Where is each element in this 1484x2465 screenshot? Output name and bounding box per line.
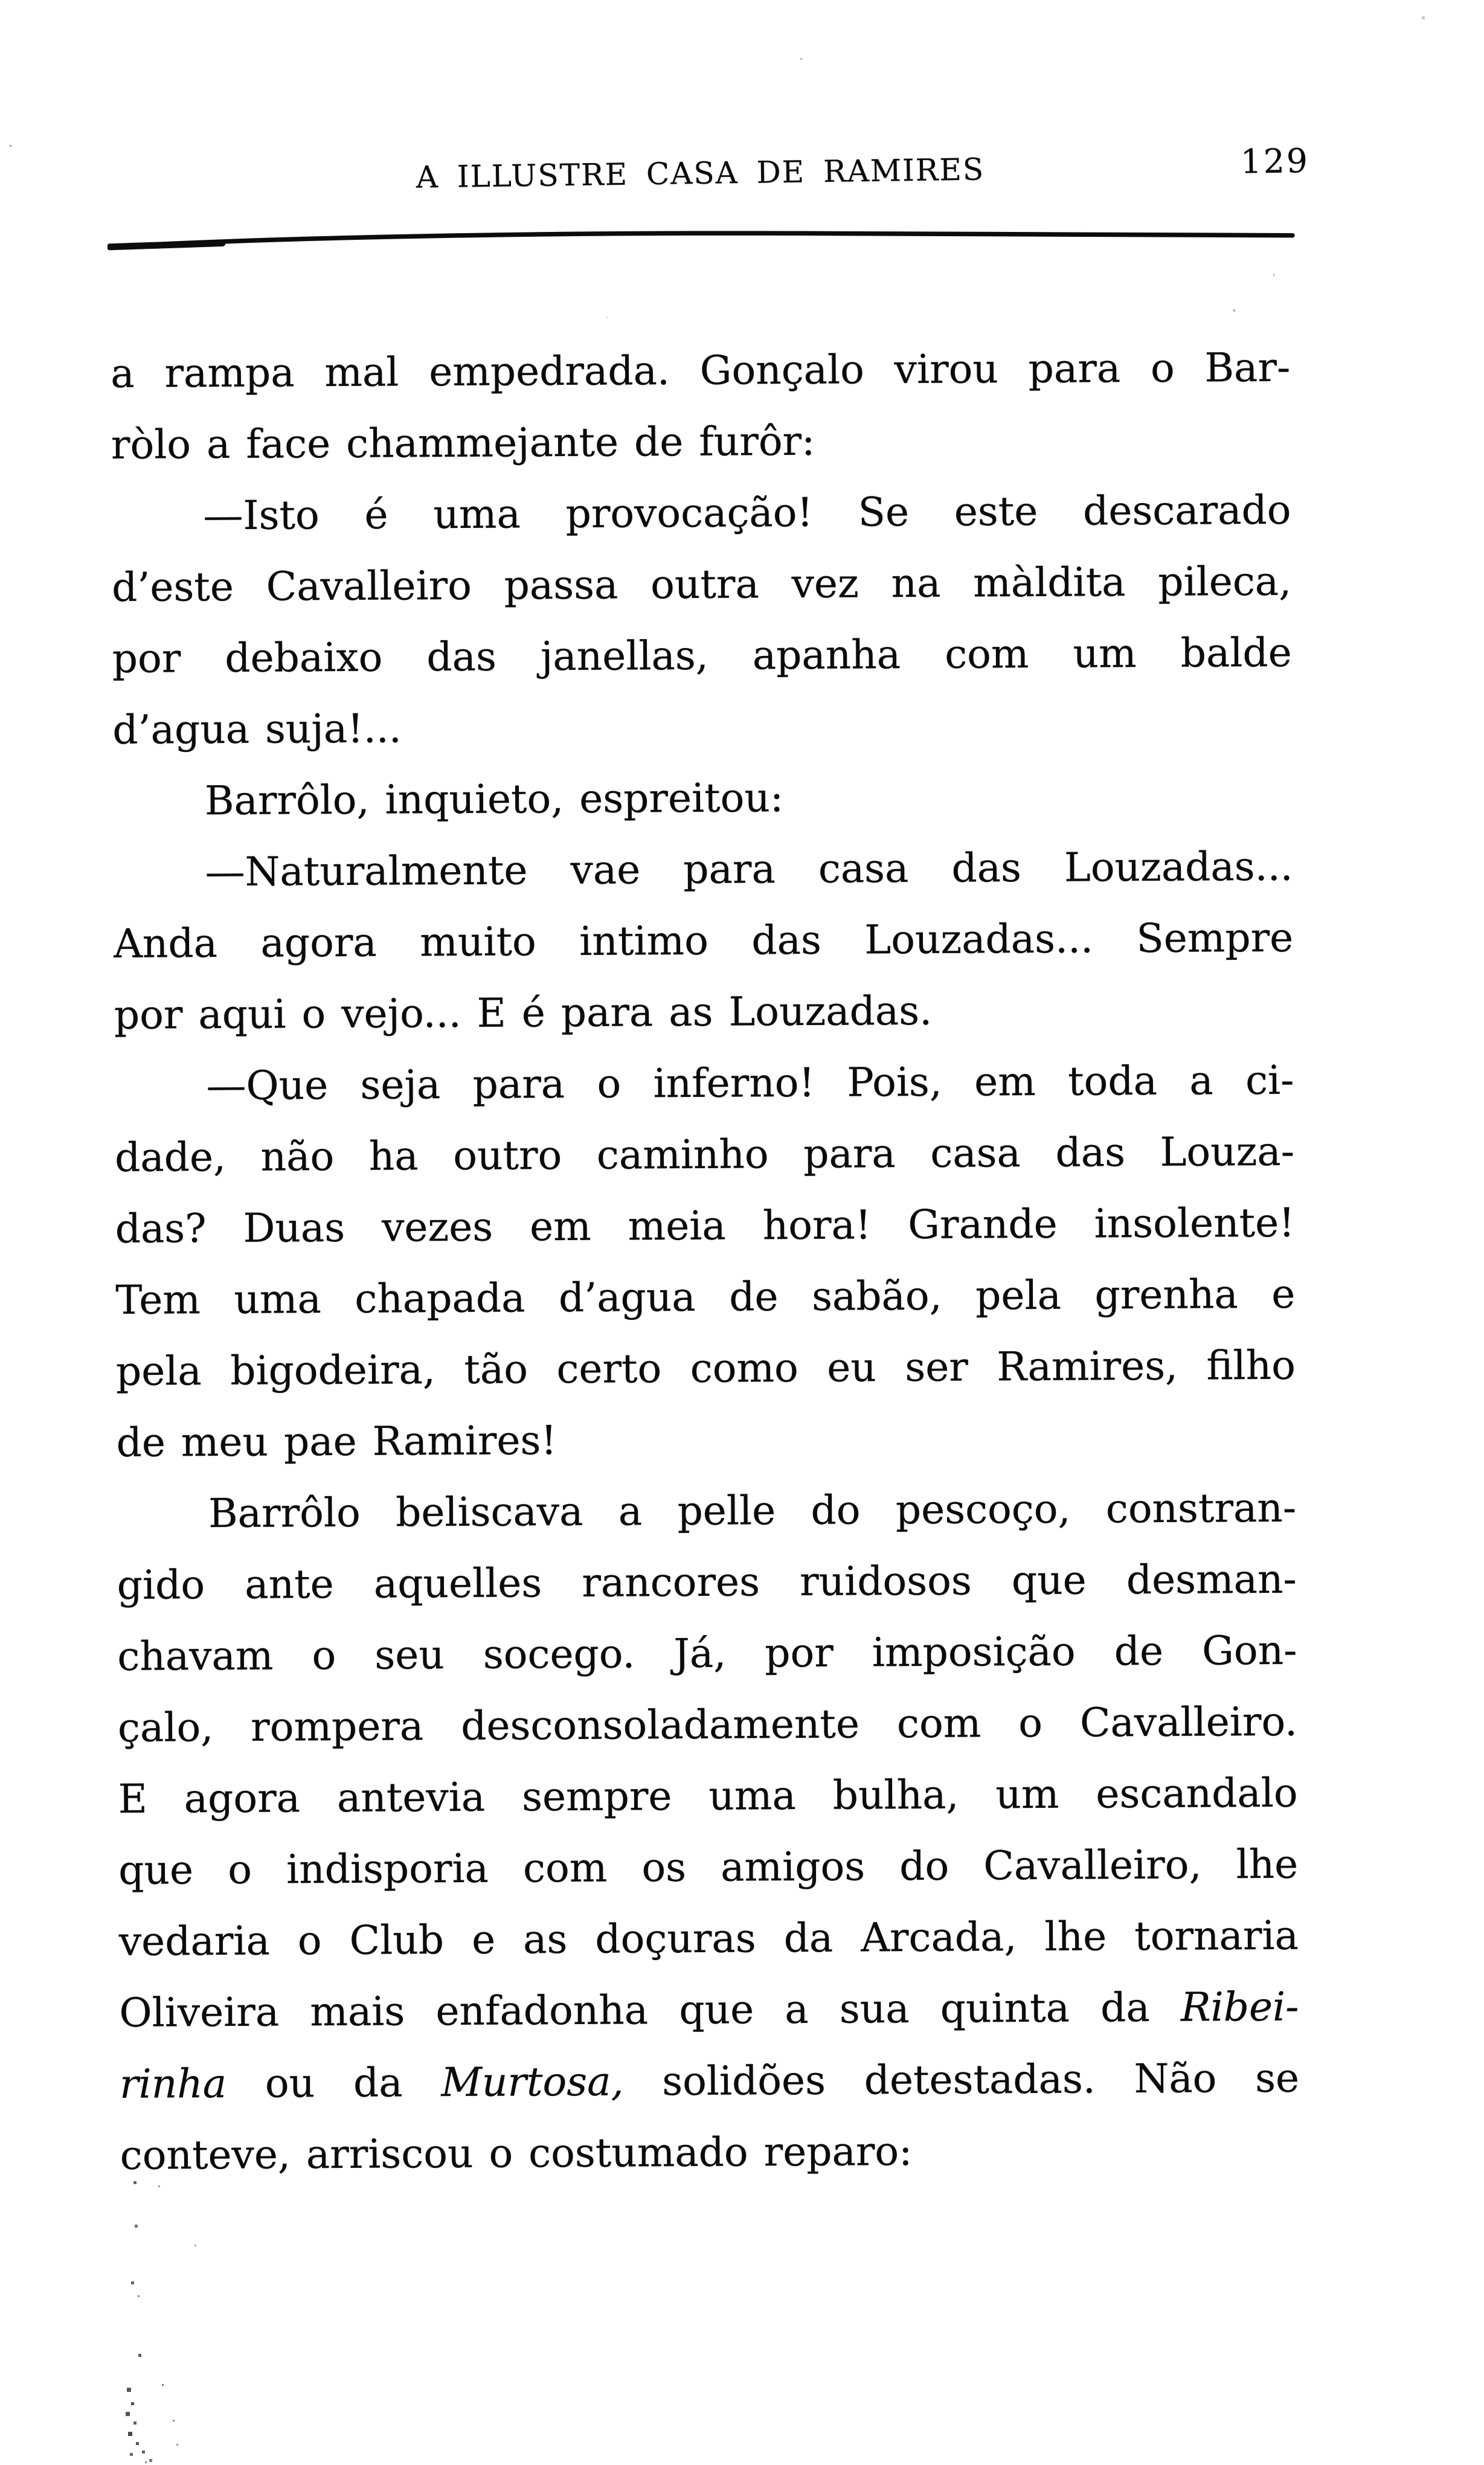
text-segment: —Naturalmente vae para casa das Louzadas... xyxy=(205,843,1293,896)
text-line xyxy=(116,1401,1296,1479)
text-segment: —Isto é uma provocação! Se este descarado xyxy=(203,486,1291,539)
italic-text-segment: Murtosa, xyxy=(441,2058,624,2106)
scan-speck xyxy=(606,317,608,318)
text-line xyxy=(111,475,1291,552)
scan-speck xyxy=(1233,309,1235,312)
text-segment: Barrôlo, inquieto, espreitou: xyxy=(204,774,784,824)
text-line xyxy=(118,1758,1298,1835)
text-line xyxy=(112,617,1292,695)
text-segment: Barrôlo beliscava a pelle do pescoço, constran- xyxy=(208,1484,1297,1537)
text-segment: de meu pae Ramires! xyxy=(116,1417,557,1466)
text-segment: E agora antevia sempre uma bulha, um escandalo xyxy=(118,1769,1298,1822)
text-line xyxy=(113,831,1293,908)
text-line xyxy=(117,1473,1297,1550)
text-segment: Tem uma chapada d’agua de sabão, pela grenha e xyxy=(115,1270,1296,1323)
text-segment: que o indisporia com os amigos do Cavalleiro, lhe xyxy=(118,1840,1299,1894)
text-line xyxy=(120,2043,1300,2120)
header-rule xyxy=(108,227,1296,255)
text-segment: das? Duas vezes em meia hora! Grande insolente! xyxy=(115,1199,1295,1252)
text-line xyxy=(114,974,1294,1051)
text-line xyxy=(112,689,1293,766)
text-segment: solidões detestadas. Não se xyxy=(623,2054,1300,2105)
text-line xyxy=(111,332,1291,410)
text-segment: gido ante aquelles rancores ruidosos que desman- xyxy=(117,1555,1297,1609)
page-text xyxy=(111,332,1300,2191)
text-segment: d’agua suja!... xyxy=(112,705,402,753)
page-number: 129 xyxy=(1240,141,1310,181)
running-header-title: A ILLUSTRE CASA DE RAMIRES xyxy=(416,152,985,195)
text-line xyxy=(114,1045,1294,1122)
italic-text-segment: Ribei- xyxy=(1180,1983,1299,2031)
header-rule-line xyxy=(108,227,1296,253)
text-segment: —Que seja para o inferno! Pois, em toda a ci- xyxy=(206,1056,1294,1110)
italic-text-segment: rinha xyxy=(119,2060,227,2107)
scan-speck xyxy=(1273,273,1274,277)
text-line xyxy=(117,1615,1297,1692)
text-segment: vedaria o Club e as doçuras da Arcada, lhe tornaria xyxy=(118,1912,1299,1965)
text-segment: çalo, rompera desconsoladamente com o Cavalleiro. xyxy=(117,1698,1298,1751)
text-line xyxy=(116,1330,1296,1407)
text-segment: conteve, arriscou o costumado reparo: xyxy=(120,2128,913,2179)
text-line xyxy=(114,902,1294,980)
text-segment: ou da xyxy=(226,2059,442,2107)
text-line xyxy=(113,760,1293,837)
text-segment: por aqui o vejo... E é para as Louzadas. xyxy=(114,987,933,1038)
text-line xyxy=(118,1686,1298,1764)
text-segment: chavam o seu socego. Já, por imposição de Gon- xyxy=(117,1627,1297,1680)
text-segment: ròlo a face chammejante de furôr: xyxy=(111,417,815,468)
text-line xyxy=(115,1188,1295,1265)
text-line xyxy=(119,1900,1299,1978)
text-line xyxy=(120,2114,1300,2191)
text-segment: dade, não ha outro caminho para casa das Louza- xyxy=(114,1128,1295,1181)
text-line xyxy=(119,1972,1299,2049)
text-line xyxy=(115,1259,1296,1336)
text-segment: por debaixo das janellas, apanha com um balde xyxy=(112,629,1292,682)
text-segment: a rampa mal empedrada. Gonçalo virou para o Bar- xyxy=(111,344,1291,397)
text-segment: pela bigodeira, tão certo como eu ser Ramires, filho xyxy=(115,1342,1296,1395)
text-line xyxy=(112,546,1292,623)
page-header xyxy=(111,141,1310,199)
scan-noise xyxy=(0,0,2,2)
text-line xyxy=(115,1116,1295,1194)
text-segment: Oliveira mais enfadonha que a sua quinta da xyxy=(119,1984,1181,2036)
text-line xyxy=(117,1544,1297,1621)
text-segment: d’este Cavalleiro passa outra vez na màldita pileca, xyxy=(111,558,1292,611)
text-segment: Anda agora muito intimo das Louzadas... Sempre xyxy=(114,914,1294,967)
text-line xyxy=(118,1829,1299,1906)
text-line xyxy=(111,403,1291,481)
